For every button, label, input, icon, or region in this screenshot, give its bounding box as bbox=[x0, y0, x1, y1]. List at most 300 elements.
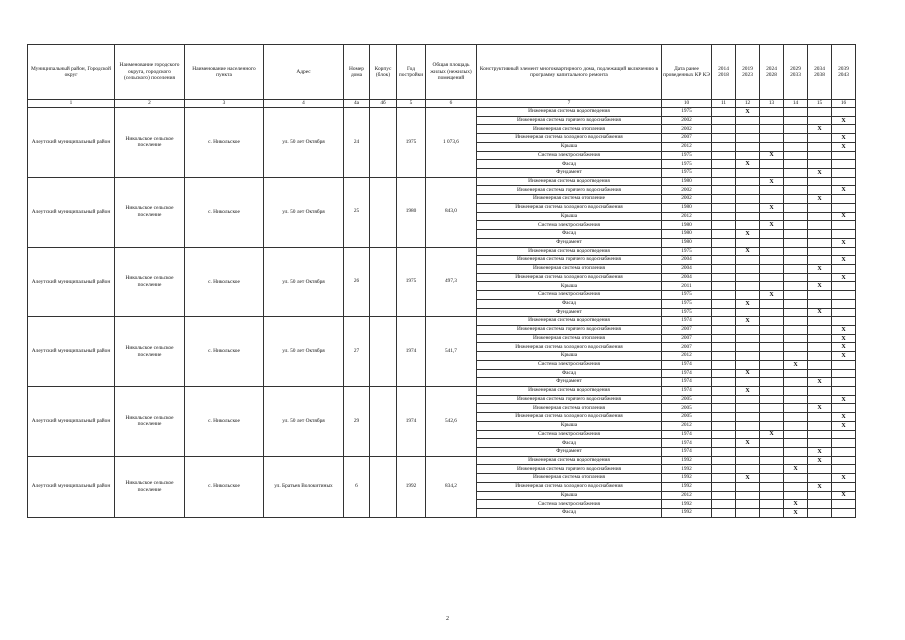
element-name-cell: Фасад bbox=[477, 369, 662, 378]
column-number: 6 bbox=[426, 100, 477, 108]
repair-date-cell: 2012 bbox=[662, 491, 712, 500]
period-cell bbox=[760, 142, 784, 151]
repair-date-cell: 1974 bbox=[662, 387, 712, 396]
period-cell bbox=[736, 465, 760, 474]
period-cell bbox=[712, 273, 736, 282]
address-cell: ул. 50 лет Октября bbox=[264, 247, 344, 317]
period-cell bbox=[736, 404, 760, 413]
period-cell bbox=[760, 491, 784, 500]
repair-date-cell: 1980 bbox=[662, 203, 712, 212]
element-name-cell: Фундамент bbox=[477, 238, 662, 247]
period-cell bbox=[832, 317, 856, 326]
period-cell bbox=[784, 395, 808, 404]
address-cell: ул. 50 лет Октября bbox=[264, 317, 344, 387]
period-cell bbox=[760, 299, 784, 308]
period-cell bbox=[832, 169, 856, 178]
element-name-cell: Крыша bbox=[477, 142, 662, 151]
period-cell bbox=[808, 509, 832, 518]
period-cell bbox=[736, 273, 760, 282]
settlement-cell: Никольское сельское поселение bbox=[115, 317, 185, 387]
period-cell bbox=[736, 221, 760, 230]
period-mark-cell: X bbox=[832, 142, 856, 151]
period-cell bbox=[760, 264, 784, 273]
period-cell bbox=[808, 291, 832, 300]
period-cell bbox=[712, 439, 736, 448]
house-rows bbox=[28, 108, 856, 518]
house-number-cell: 27 bbox=[344, 317, 370, 387]
period-cell bbox=[736, 491, 760, 500]
period-cell bbox=[784, 474, 808, 483]
period-cell bbox=[760, 378, 784, 387]
page-number: 2 bbox=[446, 616, 449, 622]
period-mark-cell: X bbox=[832, 343, 856, 352]
element-name-cell: Система электроснабжения bbox=[477, 360, 662, 369]
period-cell bbox=[712, 352, 736, 361]
address-cell: ул. 50 лет Октября bbox=[264, 108, 344, 178]
period-cell bbox=[736, 203, 760, 212]
period-mark-cell: X bbox=[736, 247, 760, 256]
period-cell bbox=[808, 360, 832, 369]
period-cell bbox=[832, 291, 856, 300]
element-name-cell: Инженерная система водоотведения bbox=[477, 317, 662, 326]
period-cell bbox=[760, 360, 784, 369]
period-cell bbox=[784, 325, 808, 334]
house-number-cell: 6 bbox=[344, 456, 370, 517]
period-mark-cell: X bbox=[736, 160, 760, 169]
period-cell bbox=[808, 369, 832, 378]
element-name-cell: Инженерная система отопления bbox=[477, 404, 662, 413]
period-cell bbox=[808, 413, 832, 422]
column-number: 15 bbox=[808, 100, 832, 108]
period-cell bbox=[760, 439, 784, 448]
period-mark-cell: X bbox=[760, 203, 784, 212]
period-cell bbox=[736, 500, 760, 509]
column-number: 14 bbox=[784, 100, 808, 108]
period-cell bbox=[712, 134, 736, 143]
column-number: 16 bbox=[832, 100, 856, 108]
period-cell bbox=[712, 108, 736, 117]
period-cell bbox=[784, 203, 808, 212]
element-name-cell: Инженерная система отопления bbox=[477, 474, 662, 483]
period-mark-cell: X bbox=[808, 378, 832, 387]
element-name-cell: Инженерная система водоотведения bbox=[477, 387, 662, 396]
settlement-cell: Никольское сельское поселение bbox=[115, 387, 185, 457]
period-cell bbox=[736, 482, 760, 491]
header-house-number: Номер дома bbox=[344, 45, 370, 100]
period-cell bbox=[760, 308, 784, 317]
period-cell bbox=[736, 378, 760, 387]
period-cell bbox=[832, 439, 856, 448]
period-cell bbox=[784, 195, 808, 204]
period-mark-cell: X bbox=[832, 474, 856, 483]
repair-date-cell: 2007 bbox=[662, 334, 712, 343]
period-cell bbox=[712, 264, 736, 273]
header-district: Муниципальный район, Городской округ bbox=[28, 45, 115, 100]
period-cell bbox=[808, 142, 832, 151]
repair-date-cell: 1975 bbox=[662, 247, 712, 256]
table-row bbox=[28, 456, 856, 465]
period-cell bbox=[832, 430, 856, 439]
year-cell: 1975 bbox=[397, 247, 426, 317]
period-cell bbox=[736, 282, 760, 291]
period-mark-cell: X bbox=[808, 404, 832, 413]
area-cell: 542,6 bbox=[426, 387, 477, 457]
column-number: 13 bbox=[760, 100, 784, 108]
header-period: 2024 2028 bbox=[760, 45, 784, 100]
period-cell bbox=[808, 116, 832, 125]
period-cell bbox=[736, 264, 760, 273]
year-cell: 1992 bbox=[397, 456, 426, 517]
period-cell bbox=[808, 221, 832, 230]
period-cell bbox=[808, 334, 832, 343]
period-cell bbox=[712, 195, 736, 204]
district-cell: Алеутский муниципальный район bbox=[28, 387, 115, 457]
repair-date-cell: 1974 bbox=[662, 360, 712, 369]
repair-date-cell: 1974 bbox=[662, 369, 712, 378]
element-name-cell: Фасад bbox=[477, 509, 662, 518]
period-cell bbox=[712, 142, 736, 151]
district-cell: Алеутский муниципальный район bbox=[28, 456, 115, 517]
house-number-cell: 26 bbox=[344, 247, 370, 317]
repair-date-cell: 2012 bbox=[662, 421, 712, 430]
period-mark-cell: X bbox=[736, 474, 760, 483]
period-cell bbox=[760, 108, 784, 117]
period-cell bbox=[808, 203, 832, 212]
period-cell bbox=[808, 387, 832, 396]
period-cell bbox=[736, 195, 760, 204]
period-cell bbox=[832, 448, 856, 457]
period-cell bbox=[712, 203, 736, 212]
element-name-cell: Крыша bbox=[477, 282, 662, 291]
period-cell bbox=[808, 134, 832, 143]
locality-cell: с. Никольское bbox=[185, 108, 264, 178]
district-cell: Алеутский муниципальный район bbox=[28, 177, 115, 247]
period-mark-cell: X bbox=[760, 430, 784, 439]
period-cell bbox=[736, 430, 760, 439]
period-mark-cell: X bbox=[832, 186, 856, 195]
period-mark-cell: X bbox=[760, 177, 784, 186]
period-cell bbox=[784, 404, 808, 413]
period-cell bbox=[784, 134, 808, 143]
period-cell bbox=[712, 308, 736, 317]
period-cell bbox=[808, 343, 832, 352]
period-cell bbox=[784, 456, 808, 465]
period-cell bbox=[808, 465, 832, 474]
period-cell bbox=[712, 474, 736, 483]
period-cell bbox=[736, 125, 760, 134]
element-name-cell: Крыша bbox=[477, 212, 662, 221]
repair-date-cell: 1974 bbox=[662, 448, 712, 457]
period-cell bbox=[712, 299, 736, 308]
settlement-cell: Никольское сельское поселение bbox=[115, 456, 185, 517]
header-period: 2034 2038 bbox=[808, 45, 832, 100]
house-number-cell: 24 bbox=[344, 108, 370, 178]
period-cell bbox=[832, 195, 856, 204]
period-cell bbox=[736, 256, 760, 265]
period-mark-cell: X bbox=[832, 491, 856, 500]
repair-date-cell: 1980 bbox=[662, 238, 712, 247]
period-mark-cell: X bbox=[736, 299, 760, 308]
period-cell bbox=[736, 186, 760, 195]
period-cell bbox=[784, 334, 808, 343]
block-cell bbox=[370, 456, 397, 517]
repair-date-cell: 2002 bbox=[662, 116, 712, 125]
repair-date-cell: 1974 bbox=[662, 317, 712, 326]
period-cell bbox=[832, 151, 856, 160]
locality-cell: с. Никольское bbox=[185, 247, 264, 317]
period-cell bbox=[760, 474, 784, 483]
period-cell bbox=[760, 230, 784, 239]
period-cell bbox=[808, 186, 832, 195]
repair-date-cell: 1992 bbox=[662, 465, 712, 474]
period-cell bbox=[712, 378, 736, 387]
repair-date-cell: 1974 bbox=[662, 378, 712, 387]
period-cell bbox=[736, 308, 760, 317]
repair-date-cell: 2012 bbox=[662, 352, 712, 361]
period-mark-cell: X bbox=[808, 456, 832, 465]
column-number: 1 bbox=[28, 100, 115, 108]
period-mark-cell: X bbox=[832, 256, 856, 265]
element-name-cell: Инженерная система водоотведения bbox=[477, 108, 662, 117]
period-cell bbox=[784, 247, 808, 256]
element-name-cell: Инженерная система отопления bbox=[477, 334, 662, 343]
period-cell bbox=[736, 334, 760, 343]
repair-date-cell: 1992 bbox=[662, 482, 712, 491]
period-cell bbox=[784, 142, 808, 151]
period-cell bbox=[760, 482, 784, 491]
period-cell bbox=[760, 413, 784, 422]
address-cell: ул. 50 лет Октября bbox=[264, 387, 344, 457]
period-cell bbox=[712, 334, 736, 343]
element-name-cell: Инженерная система холодного водоснабжения bbox=[477, 203, 662, 212]
element-name-cell: Фундамент bbox=[477, 378, 662, 387]
element-name-cell: Инженерная система водоотведения bbox=[477, 177, 662, 186]
period-cell bbox=[736, 291, 760, 300]
period-cell bbox=[712, 125, 736, 134]
element-name-cell: Инженерная система отопление bbox=[477, 195, 662, 204]
period-cell bbox=[808, 160, 832, 169]
period-cell bbox=[784, 291, 808, 300]
header-year: Год постройки bbox=[397, 45, 426, 100]
period-cell bbox=[712, 212, 736, 221]
period-cell bbox=[832, 369, 856, 378]
repair-date-cell: 2007 bbox=[662, 343, 712, 352]
period-cell bbox=[784, 352, 808, 361]
period-cell bbox=[784, 448, 808, 457]
period-mark-cell: X bbox=[808, 125, 832, 134]
period-mark-cell: X bbox=[832, 395, 856, 404]
element-name-cell: Фасад bbox=[477, 160, 662, 169]
locality-cell: с. Никольское bbox=[185, 456, 264, 517]
period-mark-cell: X bbox=[832, 212, 856, 221]
header-period: 2029 2033 bbox=[784, 45, 808, 100]
year-cell: 1974 bbox=[397, 387, 426, 457]
period-cell bbox=[808, 317, 832, 326]
year-cell: 1980 bbox=[397, 177, 426, 247]
period-mark-cell: X bbox=[760, 291, 784, 300]
period-cell bbox=[784, 160, 808, 169]
period-cell bbox=[832, 247, 856, 256]
header-settlement: Наименование городского округа, городского (сельского) поселения bbox=[115, 45, 185, 100]
period-cell bbox=[808, 325, 832, 334]
element-name-cell: Инженерная система горячего водоснабжения bbox=[477, 256, 662, 265]
period-cell bbox=[808, 177, 832, 186]
element-name-cell: Фундамент bbox=[477, 308, 662, 317]
period-cell bbox=[760, 212, 784, 221]
header-period: 2014 2018 bbox=[712, 45, 736, 100]
period-mark-cell: X bbox=[832, 334, 856, 343]
period-cell bbox=[832, 177, 856, 186]
period-cell bbox=[832, 308, 856, 317]
period-cell bbox=[712, 430, 736, 439]
period-cell bbox=[712, 177, 736, 186]
period-cell bbox=[736, 238, 760, 247]
period-mark-cell: X bbox=[808, 195, 832, 204]
period-cell bbox=[712, 317, 736, 326]
period-mark-cell: X bbox=[808, 282, 832, 291]
period-cell bbox=[808, 247, 832, 256]
period-cell bbox=[784, 116, 808, 125]
element-name-cell: Инженерная система отопления bbox=[477, 264, 662, 273]
period-cell bbox=[760, 325, 784, 334]
period-cell bbox=[832, 125, 856, 134]
period-mark-cell: X bbox=[784, 509, 808, 518]
repair-date-cell: 1980 bbox=[662, 230, 712, 239]
repair-date-cell: 1974 bbox=[662, 430, 712, 439]
period-mark-cell: X bbox=[784, 465, 808, 474]
period-cell bbox=[760, 247, 784, 256]
period-cell bbox=[760, 456, 784, 465]
period-cell bbox=[760, 395, 784, 404]
period-cell bbox=[712, 230, 736, 239]
district-cell: Алеутский муниципальный район bbox=[28, 317, 115, 387]
period-cell bbox=[736, 395, 760, 404]
area-cell: 1 073,6 bbox=[426, 108, 477, 178]
header-period: 2039 2043 bbox=[832, 45, 856, 100]
header-last-repair-date: Дата ранее проведенных КР КЭ bbox=[662, 45, 712, 100]
repair-date-cell: 1975 bbox=[662, 108, 712, 117]
period-cell bbox=[712, 221, 736, 230]
period-cell bbox=[760, 238, 784, 247]
period-cell bbox=[760, 116, 784, 125]
period-cell bbox=[712, 482, 736, 491]
period-mark-cell: X bbox=[760, 221, 784, 230]
capital-repair-table bbox=[27, 44, 856, 518]
period-cell bbox=[736, 360, 760, 369]
period-cell bbox=[784, 264, 808, 273]
period-cell bbox=[712, 325, 736, 334]
period-mark-cell: X bbox=[832, 134, 856, 143]
element-name-cell: Инженерная система водоотведения bbox=[477, 456, 662, 465]
element-name-cell: Система электроснабжения bbox=[477, 430, 662, 439]
period-cell bbox=[784, 421, 808, 430]
column-number: 3 bbox=[185, 100, 264, 108]
table-row bbox=[28, 387, 856, 396]
period-cell bbox=[760, 352, 784, 361]
column-number: 10 bbox=[662, 100, 712, 108]
period-cell bbox=[832, 378, 856, 387]
period-cell bbox=[712, 256, 736, 265]
house-number-cell: 25 bbox=[344, 177, 370, 247]
period-cell bbox=[784, 221, 808, 230]
period-cell bbox=[784, 387, 808, 396]
period-cell bbox=[832, 282, 856, 291]
period-cell bbox=[832, 203, 856, 212]
repair-date-cell: 1975 bbox=[662, 291, 712, 300]
period-cell bbox=[808, 474, 832, 483]
period-mark-cell: X bbox=[808, 448, 832, 457]
table-row bbox=[28, 108, 856, 117]
period-cell bbox=[760, 169, 784, 178]
element-name-cell: Инженерная система холодного водоснабжения bbox=[477, 343, 662, 352]
period-cell bbox=[712, 395, 736, 404]
period-cell bbox=[760, 500, 784, 509]
period-cell bbox=[832, 456, 856, 465]
period-mark-cell: X bbox=[832, 421, 856, 430]
element-name-cell: Инженерная система холодного водоснабжения bbox=[477, 273, 662, 282]
period-cell bbox=[736, 116, 760, 125]
period-mark-cell: X bbox=[784, 360, 808, 369]
repair-date-cell: 1974 bbox=[662, 439, 712, 448]
period-cell bbox=[784, 317, 808, 326]
header-address: Адрес bbox=[264, 45, 344, 100]
period-cell bbox=[808, 212, 832, 221]
period-mark-cell: X bbox=[808, 482, 832, 491]
period-cell bbox=[712, 491, 736, 500]
element-name-cell: Инженерная система горячего водоснабжения bbox=[477, 325, 662, 334]
period-cell bbox=[784, 378, 808, 387]
element-name-cell: Инженерная система горячего водоснабжения bbox=[477, 186, 662, 195]
column-number: 12 bbox=[736, 100, 760, 108]
area-cell: 834,2 bbox=[426, 456, 477, 517]
column-number: 7 bbox=[477, 100, 662, 108]
period-cell bbox=[784, 256, 808, 265]
period-cell bbox=[832, 264, 856, 273]
period-cell bbox=[736, 169, 760, 178]
period-cell bbox=[808, 352, 832, 361]
period-mark-cell: X bbox=[832, 116, 856, 125]
period-cell bbox=[712, 465, 736, 474]
period-cell bbox=[712, 413, 736, 422]
period-cell bbox=[712, 247, 736, 256]
period-cell bbox=[832, 404, 856, 413]
element-name-cell: Инженерная система холодного водоснабжения bbox=[477, 413, 662, 422]
period-cell bbox=[736, 142, 760, 151]
period-cell bbox=[760, 256, 784, 265]
period-cell bbox=[712, 169, 736, 178]
block-cell bbox=[370, 387, 397, 457]
area-cell: 541,7 bbox=[426, 317, 477, 387]
period-cell bbox=[736, 413, 760, 422]
period-cell bbox=[712, 238, 736, 247]
header-locality: Наименование населенного пункта bbox=[185, 45, 264, 100]
element-name-cell: Система электроснабжения bbox=[477, 291, 662, 300]
period-cell bbox=[712, 360, 736, 369]
block-cell bbox=[370, 247, 397, 317]
period-mark-cell: X bbox=[808, 264, 832, 273]
element-name-cell: Крыша bbox=[477, 352, 662, 361]
repair-date-cell: 2002 bbox=[662, 125, 712, 134]
period-cell bbox=[760, 186, 784, 195]
period-cell bbox=[808, 430, 832, 439]
period-cell bbox=[808, 256, 832, 265]
repair-date-cell: 2012 bbox=[662, 212, 712, 221]
period-cell bbox=[736, 509, 760, 518]
repair-date-cell: 1980 bbox=[662, 177, 712, 186]
period-cell bbox=[784, 212, 808, 221]
period-cell bbox=[808, 491, 832, 500]
element-name-cell: Инженерная система отопления bbox=[477, 125, 662, 134]
